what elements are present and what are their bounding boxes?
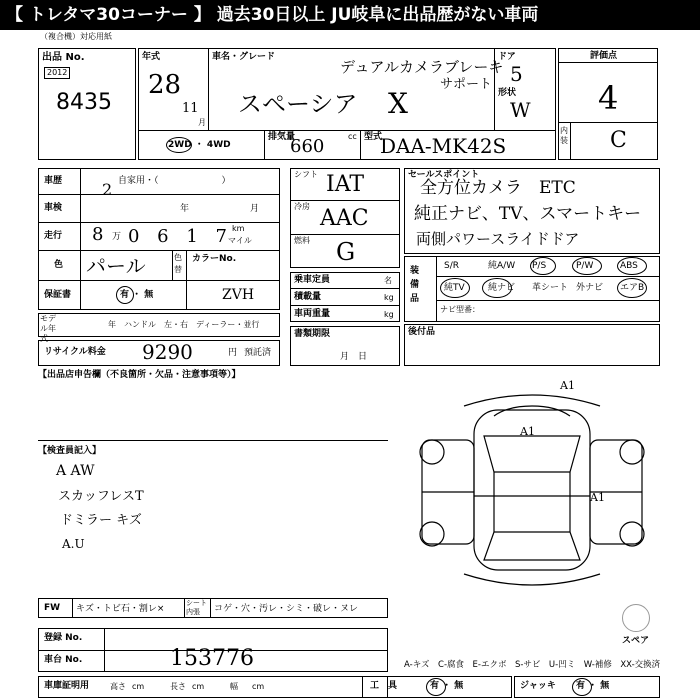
equipment-item-row1-1: 純A/W bbox=[488, 261, 516, 271]
rear-bumper-outline bbox=[464, 574, 600, 585]
form-subheader: （複合機）対応用紙 bbox=[40, 32, 112, 41]
weight-unit: kg bbox=[384, 310, 394, 319]
mileage-unit-km: km bbox=[232, 224, 245, 233]
car-name: スペーシア bbox=[238, 90, 358, 118]
equipment-item-row2-3: 外ナビ bbox=[576, 283, 604, 293]
displacement-unit: cc bbox=[348, 132, 357, 141]
equipment-item-row1-0: S/R bbox=[444, 261, 459, 271]
tools-label: 工 具 bbox=[370, 681, 398, 691]
capacity-label: 乗車定員 bbox=[294, 275, 331, 285]
mileage-label: 走行 bbox=[44, 231, 63, 241]
mark-front: A1 bbox=[560, 379, 575, 392]
load-unit: kg bbox=[384, 293, 394, 302]
car-grade-line1: デュアルカメラブレーキ bbox=[340, 58, 504, 76]
mark-right-side: A1 bbox=[590, 491, 605, 504]
sales-point-line3: 両側パワースライドドア bbox=[416, 230, 580, 248]
banner-title: 【 トレタマ30コーナー 】 過去30日以上 JU岐阜に出品歴がない車両 bbox=[0, 0, 700, 30]
rear-window-outline bbox=[484, 532, 580, 560]
model-year-row-items: 年 ハンドル 左・右 ディーラー・並行 bbox=[108, 320, 260, 329]
sales-points-label: セールスポイント bbox=[408, 170, 480, 180]
equip-navi-circle bbox=[482, 278, 512, 298]
inspector-label: 【検査員記入】 bbox=[38, 446, 102, 456]
damage-legend: A-キズ C-腐食 E-エクボ S-サビ U-凹ミ W-補修 XX-交換済 bbox=[404, 660, 661, 670]
post-fit-label: 後付品 bbox=[408, 327, 436, 337]
garage-cert-item-4: 幅 bbox=[230, 682, 238, 691]
recycle-note: 預託済 bbox=[244, 348, 272, 358]
equip-abs-circle bbox=[617, 257, 647, 275]
car-grade: X bbox=[388, 87, 408, 120]
jack-label: ジャッキ bbox=[520, 681, 556, 691]
garage-cert-item-1: cm bbox=[132, 682, 145, 691]
wheel-rear-right bbox=[620, 522, 644, 546]
history-label: 車歴 bbox=[44, 176, 63, 186]
garage-cert-row bbox=[38, 676, 388, 698]
body-shape-label: 形状 bbox=[498, 88, 517, 98]
car-grade-line2: サポート bbox=[440, 77, 493, 92]
model-type-value: DAA-MK42S bbox=[380, 134, 507, 158]
wheel-front-left bbox=[420, 440, 444, 464]
load-label: 積載量 bbox=[294, 292, 322, 302]
hood-outline bbox=[494, 406, 570, 416]
drive-options: 2WD ・ 4WD bbox=[168, 140, 231, 150]
model-year-value: 28 bbox=[148, 70, 182, 100]
displacement-label: 排気量 bbox=[268, 132, 296, 142]
doc-deadline-label: 書類期限 bbox=[294, 329, 331, 339]
equipment-item-row1-2: P/S bbox=[532, 261, 547, 271]
equip-airbag-circle bbox=[617, 278, 647, 298]
doors-label: ドア bbox=[498, 52, 516, 62]
shift-value: IAT bbox=[326, 172, 365, 197]
shift-label: シフト bbox=[294, 170, 318, 179]
inspector-line-1: A AW bbox=[56, 463, 95, 479]
chassis-value: 153776 bbox=[170, 646, 254, 671]
inspector-line-2: スカッフレスT bbox=[58, 489, 144, 504]
car-damage-diagram bbox=[404, 376, 660, 602]
lot-number: 8435 bbox=[56, 90, 112, 115]
equipment-item-row1-3: P/W bbox=[576, 261, 594, 271]
garage-cert-item-3: cm bbox=[192, 682, 205, 691]
weight-label: 車両重量 bbox=[294, 309, 331, 319]
interior-label: 内装 bbox=[560, 126, 568, 145]
fw-label: FW bbox=[44, 603, 61, 613]
mileage-man-unit: 万 bbox=[112, 232, 122, 242]
mileage-rest: 0 6 1 7 bbox=[128, 226, 233, 247]
front-bumper-outline bbox=[464, 395, 600, 406]
tools-options: 有 ・ 無 bbox=[430, 681, 464, 691]
inspection-month-unit: 月 bbox=[250, 204, 260, 214]
color-no-value: ZVH bbox=[222, 287, 255, 303]
aircon-label: 冷房 bbox=[294, 202, 310, 211]
equip-tv-circle bbox=[440, 278, 470, 298]
fuel-label: 燃料 bbox=[294, 236, 310, 245]
model-type-label: 型式 bbox=[364, 132, 383, 142]
mileage-man: 8 bbox=[92, 224, 104, 245]
score-label: 評価点 bbox=[590, 51, 618, 61]
fuel-value: G bbox=[336, 238, 356, 266]
equip-ps-circle bbox=[530, 257, 556, 275]
model-month-unit: 月 bbox=[198, 118, 206, 127]
warranty-label: 保証書 bbox=[44, 290, 72, 300]
sales-point-line2: 純正ナビ、TV、スマートキー bbox=[414, 204, 642, 224]
spare-label: スペア bbox=[622, 636, 650, 646]
color-value: パール bbox=[86, 254, 146, 278]
model-month-value: 11 bbox=[182, 101, 199, 116]
seat-items: コゲ・穴・汚レ・シミ・破レ・ヌレ bbox=[214, 604, 359, 614]
jack-options: 有 ・ 無 bbox=[576, 681, 610, 691]
equipment-item-row2-4: エアB bbox=[620, 283, 645, 293]
inspection-label: 車検 bbox=[44, 203, 63, 213]
inspection-year-unit: 年 bbox=[180, 204, 190, 214]
equipment-item-row2-2: 革シート bbox=[532, 283, 569, 293]
garage-cert-item-5: cm bbox=[252, 682, 265, 691]
doc-deadline-unit: 月 日 bbox=[340, 352, 368, 362]
warranty-options: 有 ・ 無 bbox=[120, 290, 154, 300]
inspector-line-3: ドミラー キズ bbox=[60, 513, 142, 528]
color-change-label: 色替 bbox=[174, 253, 182, 274]
history-value: 自家用・（ ） bbox=[118, 176, 231, 186]
lot-year-tag: 2012 bbox=[44, 67, 70, 79]
equipment-item-row2-0: 純TV bbox=[444, 283, 465, 293]
equipment-item-row1-4: ABS bbox=[620, 261, 638, 271]
recycle-value: 9290 bbox=[142, 340, 193, 364]
displacement-value: 660 bbox=[290, 136, 325, 157]
seat-label: シート内張 bbox=[186, 599, 207, 616]
lot-label: 出品 No. bbox=[42, 52, 85, 63]
windshield-outline bbox=[484, 436, 580, 472]
body-shape-value: W bbox=[510, 98, 531, 122]
notes-header: 【出品店申告欄（不良箇所・欠品・注意事項等）】 bbox=[38, 370, 241, 380]
score-value: 4 bbox=[598, 79, 619, 117]
chassis-label: 車台 No. bbox=[44, 655, 83, 665]
spare-tire-icon bbox=[622, 604, 650, 632]
equipment-label: 装備品 bbox=[410, 266, 420, 304]
equipment-item-row2-1: 純ナビ bbox=[488, 283, 516, 293]
interior-value: C bbox=[610, 128, 627, 153]
sales-point-line1: 全方位カメラ ETC bbox=[420, 178, 576, 198]
registration-label: 登録 No. bbox=[44, 633, 83, 643]
wheel-front-right bbox=[620, 440, 644, 464]
navi-model-label: ナビ型番： bbox=[440, 305, 480, 314]
equip-pw-circle bbox=[572, 257, 602, 275]
doors-value: 5 bbox=[510, 62, 523, 86]
mileage-unit-mile: マイル bbox=[228, 236, 252, 245]
garage-cert-item-2: 長さ bbox=[170, 682, 186, 691]
model-year-label: 年式 bbox=[142, 52, 161, 62]
post-fit-box bbox=[404, 324, 660, 366]
wheel-rear-left bbox=[420, 522, 444, 546]
garage-cert-label: 車庫証明用 bbox=[44, 681, 90, 691]
recycle-label: リサイクル料金 bbox=[44, 347, 106, 357]
capacity-unit: 名 bbox=[384, 276, 392, 285]
garage-cert-item-0: 高さ bbox=[110, 682, 126, 691]
fw-items: キズ・トビ石・割レ× bbox=[76, 604, 165, 614]
car-name-label: 車名・グレード bbox=[212, 52, 276, 62]
recycle-unit: 円 bbox=[228, 348, 238, 358]
aircon-value: AAC bbox=[320, 206, 369, 231]
mark-windshield: A1 bbox=[520, 425, 535, 438]
inspector-line-4: A.U bbox=[62, 537, 85, 551]
history-mark: 2 bbox=[102, 180, 113, 199]
color-no-label: カラーNo. bbox=[192, 254, 237, 264]
color-label: 色 bbox=[54, 260, 64, 270]
model-year-row-label: モデル年式 bbox=[40, 314, 56, 343]
